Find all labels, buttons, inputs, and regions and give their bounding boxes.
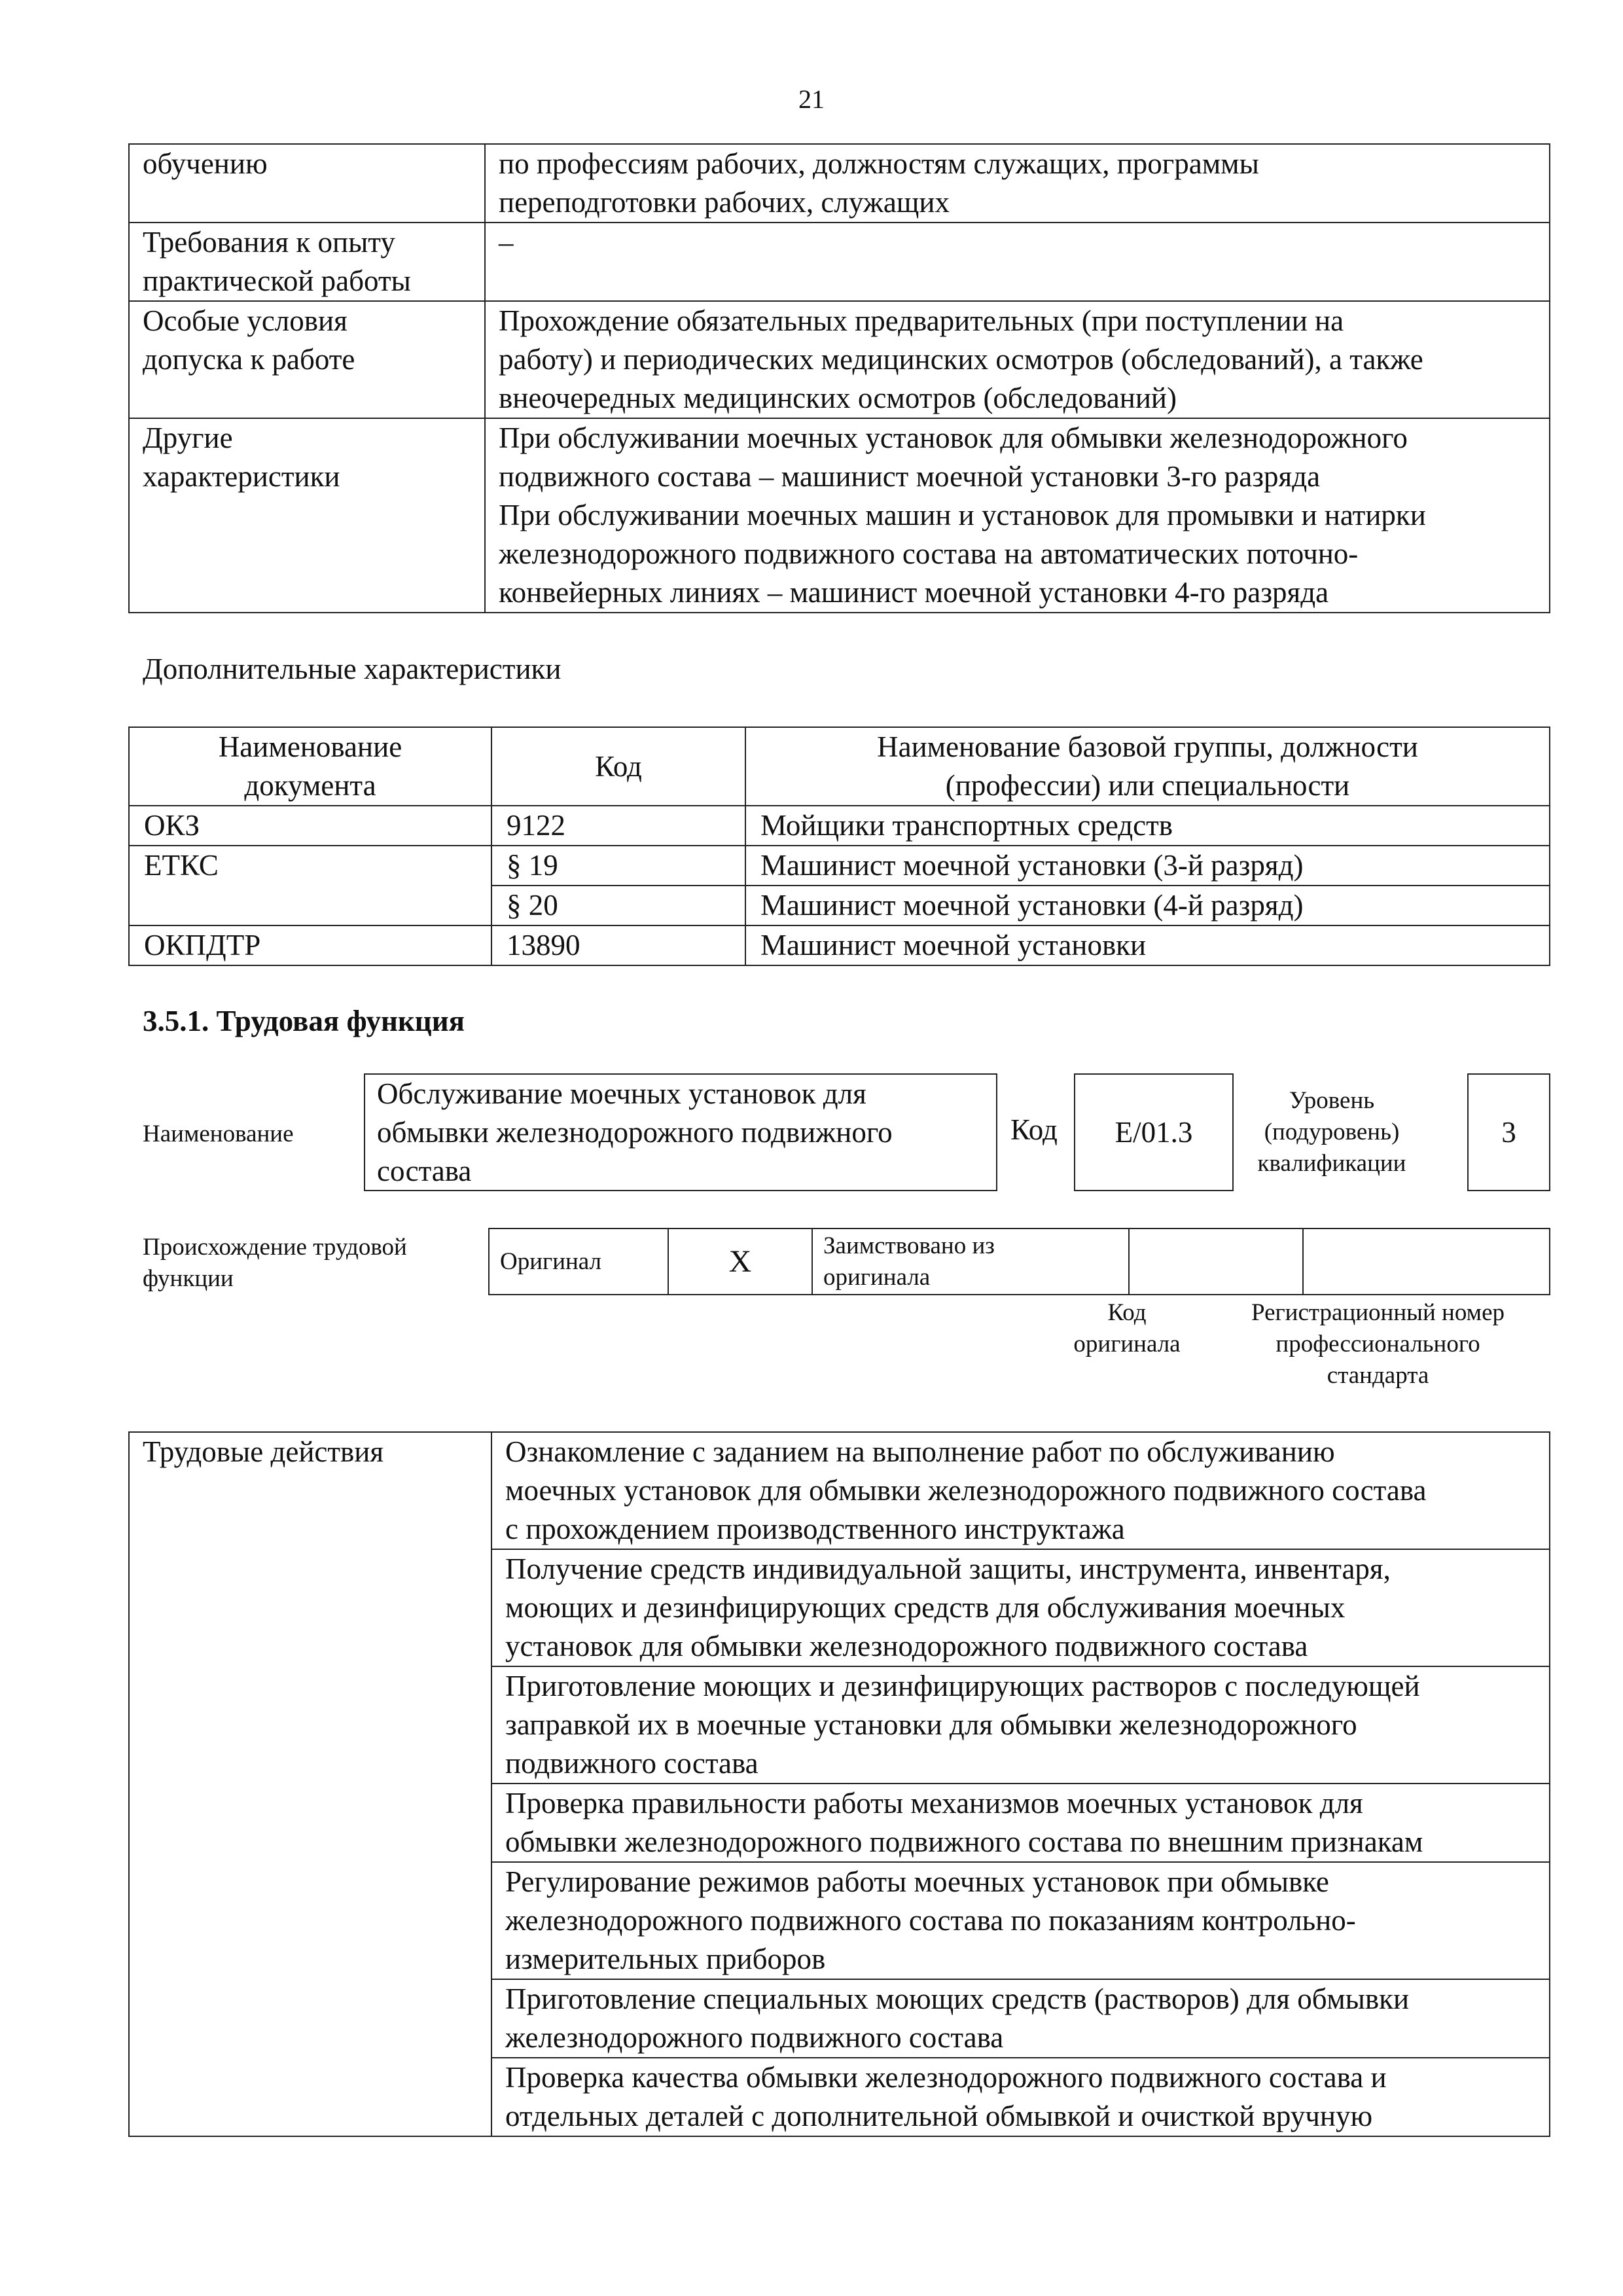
cell-document: ОКПДТР — [129, 925, 491, 965]
labor-action-item: Регулирование режимов работы моечных установок при обмывке железнодорожного подвижного состава по показаниям контрольно- измерительных приборов — [491, 1862, 1550, 1979]
origin-label: Происхождение трудовой функции — [143, 1234, 407, 1292]
cell-document: ЕТКС — [129, 846, 491, 886]
row-label: Особые условия допуска к работе — [129, 301, 485, 418]
table-row — [129, 925, 1550, 965]
function-code-box: E/01.3 — [1074, 1073, 1234, 1191]
labor-actions-label: Трудовые действия — [129, 1432, 491, 2136]
row-label: Требования к опыту практической работы — [129, 223, 485, 301]
row-value: При обслуживании моечных установок для обмывки железнодорожного подвижного состава – машинист моечной установки 3-го разряда При обслуживании моечных машин и установок для промывки и натирки железнодорожного подвижного состава на автоматических поточно- конвейерных линиях – машинист моечной установки 4-го разряда — [485, 418, 1550, 613]
origin-original-cell: Оригинал — [489, 1229, 668, 1295]
cell-document: ОКЗ — [129, 806, 491, 846]
function-name-label: Наименование — [143, 1121, 294, 1147]
table-header-row — [129, 727, 1550, 806]
labor-action-item: Ознакомление с заданием на выполнение работ по обслуживанию моечных установок для обмывки железнодорожного подвижного состава с прохождением производственного инструктажа — [491, 1432, 1550, 1549]
table-row — [129, 301, 1550, 418]
table-row — [129, 144, 1550, 223]
origin-reg-caption: Регистрационный номер профессионального стандарта — [1251, 1299, 1505, 1389]
table-row — [129, 223, 1550, 301]
page-number: 21 — [798, 84, 825, 114]
cell-code: § 20 — [491, 886, 745, 925]
additional-characteristics-title: Дополнительные характеристики — [143, 653, 562, 685]
labor-action-item: Приготовление моющих и дезинфицирующих растворов с последующей заправкой их в моечные установки для обмывки железнодорожного подвижного состава — [491, 1666, 1550, 1784]
function-name-box: Обслуживание моечных установок для обмывки железнодорожного подвижного состава — [364, 1073, 997, 1191]
labor-action-item: Проверка правильности работы механизмов моечных установок для обмывки железнодорожного подвижного состава по внешним признакам — [491, 1784, 1550, 1862]
function-code-label: Код — [1010, 1113, 1058, 1146]
labor-action-item: Получение средств индивидуальной защиты, инструмента, инвентаря, моющих и дезинфицирующих средств для обслуживания моечных установок для обмывки железнодорожного подвижного состава — [491, 1549, 1550, 1666]
row-value: Прохождение обязательных предварительных (при поступлении на работу) и периодических медицинских осмотров (обследований), а также внеочередных медицинских осмотров (обследований) — [485, 301, 1550, 418]
qualification-level-box: 3 — [1467, 1073, 1550, 1191]
section-title: 3.5.1. Трудовая функция — [143, 1005, 465, 1037]
cell-group: Мойщики транспортных средств — [745, 806, 1550, 846]
table-row — [129, 418, 1550, 613]
table-row — [129, 846, 1550, 886]
origin-reg-cell — [1303, 1229, 1550, 1295]
table-row — [489, 1229, 1550, 1295]
origin-borrowed-cell: Заимствовано из оригинала — [812, 1229, 1129, 1295]
origin-mark-cell: X — [668, 1229, 812, 1295]
row-value: – — [485, 223, 1550, 301]
header-code: Код — [491, 727, 745, 806]
row-label: обучению — [129, 144, 485, 223]
row-label: Другие характеристики — [129, 418, 485, 613]
cell-document — [129, 886, 491, 925]
requirements-table — [128, 143, 1550, 613]
table-row — [129, 886, 1550, 925]
cell-code: 9122 — [491, 806, 745, 846]
header-group: Наименование базовой группы, должности (профессии) или специальности — [745, 727, 1550, 806]
additional-characteristics-table — [128, 726, 1550, 966]
table-row — [129, 806, 1550, 846]
labor-action-item: Проверка качества обмывки железнодорожного подвижного состава и отдельных деталей с дополнительной обмывкой и очисткой вручную — [491, 2058, 1550, 2136]
origin-code-cell — [1129, 1229, 1303, 1295]
cell-group: Машинист моечной установки (4-й разряд) — [745, 886, 1550, 925]
cell-code: § 19 — [491, 846, 745, 886]
header-document: Наименование документа — [129, 727, 491, 806]
origin-table — [488, 1228, 1550, 1295]
cell-group: Машинист моечной установки — [745, 925, 1550, 965]
cell-group: Машинист моечной установки (3-й разряд) — [745, 846, 1550, 886]
cell-code: 13890 — [491, 925, 745, 965]
labor-action-item: Приготовление специальных моющих средств (растворов) для обмывки железнодорожного подвижного состава — [491, 1979, 1550, 2058]
origin-code-caption: Код оригинала — [1073, 1299, 1181, 1357]
row-value: по профессиям рабочих, должностям служащих, программы переподготовки рабочих, служащих — [485, 144, 1550, 223]
qualification-level-label: Уровень (подуровень) квалификации — [1257, 1087, 1406, 1177]
table-row — [129, 1432, 1550, 1549]
labor-actions-table — [128, 1431, 1550, 2137]
